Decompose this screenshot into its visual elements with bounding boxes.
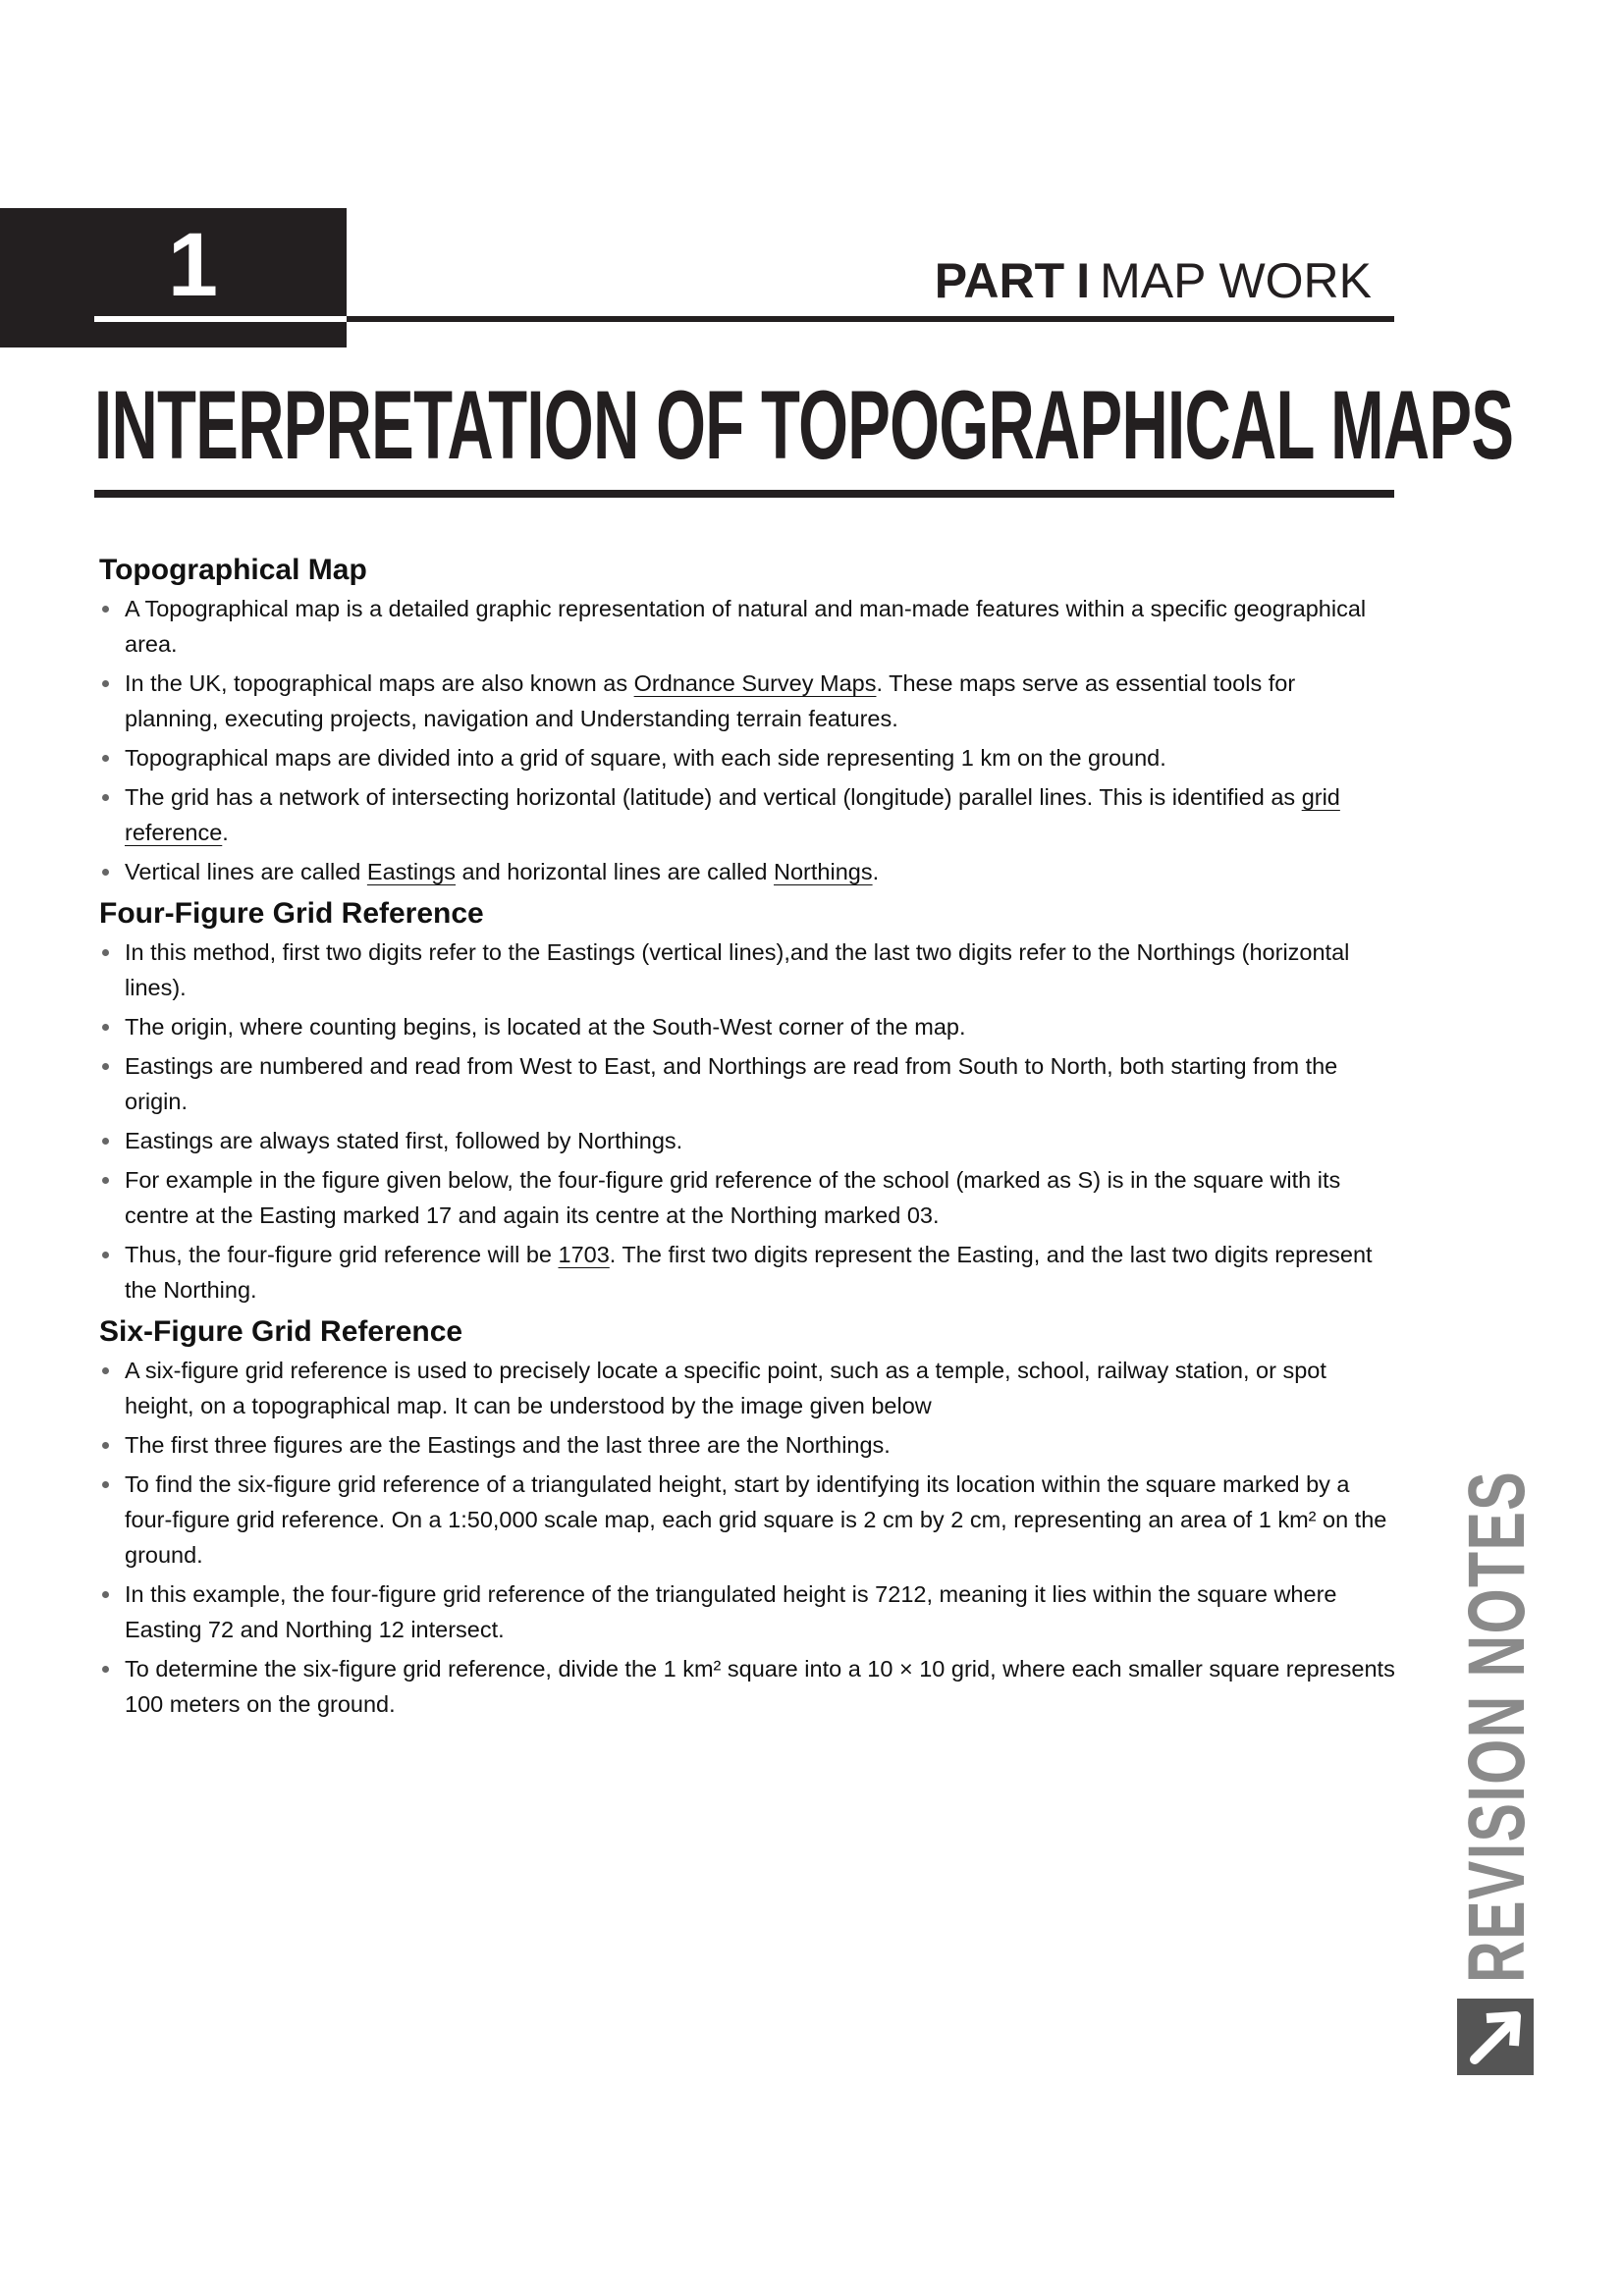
list-item: The grid has a network of intersecting horizontal (latitude) and vertical (longitude) parallel lines. This is identified as grid reference.: [99, 779, 1395, 850]
arrow-up-right-icon: [1457, 1999, 1534, 2075]
notes-content: [99, 550, 1395, 1726]
underlined-term: Eastings: [366, 859, 457, 884]
list-item: The first three figures are the Eastings and the last three are the Northings.: [99, 1427, 1395, 1463]
underlined-term: Northings: [774, 859, 873, 884]
list-item: The origin, where counting begins, is located at the South-West corner of the map.: [99, 1009, 1395, 1044]
bullet-list: [99, 591, 1395, 889]
chapter-title: INTERPRETATION OF TOPOGRAPHICAL MAPS: [94, 370, 1514, 479]
list-item: Thus, the four-figure grid reference will be 1703. The first two digits represent the Easting, and the last two digits represent the Northing.: [99, 1237, 1395, 1308]
part-label-title: MAP WORK: [1100, 253, 1372, 308]
underlined-term: grid reference: [125, 784, 1340, 845]
bullet-list: [99, 934, 1395, 1308]
underlined-term: 1703: [558, 1242, 610, 1267]
chapter-underline: [94, 316, 347, 322]
chapter-number: 1: [167, 215, 219, 315]
bullet-list: [99, 1353, 1395, 1722]
chapter-number-block: [0, 208, 347, 347]
list-item: For example in the figure given below, the four-figure grid reference of the school (marked as S) is in the square with its centre at the Easting marked 17 and again its centre at the Northing marked 03.: [99, 1162, 1395, 1233]
section-heading-four-figure: Four-Figure Grid Reference: [99, 897, 484, 930]
list-item: Eastings are always stated first, followed by Northings.: [99, 1123, 1395, 1158]
list-item: In this method, first two digits refer to the Eastings (vertical lines),and the last two digits refer to the Northings (horizontal lines).: [99, 934, 1395, 1005]
header-rule: [347, 316, 1394, 322]
revision-notes-label: REVISION NOTES: [1452, 1469, 1542, 1983]
section-heading-topographical-map: Topographical Map: [99, 554, 367, 586]
section-heading-six-figure: Six-Figure Grid Reference: [99, 1315, 463, 1348]
list-item: A six-figure grid reference is used to precisely locate a specific point, such as a temple, school, railway station, or spot height, on a topographical map. It can be understood by the image given below: [99, 1353, 1395, 1423]
list-item: Vertical lines are called Eastings and horizontal lines are called Northings.: [99, 854, 1395, 889]
list-item: In the UK, topographical maps are also known as Ordnance Survey Maps. These maps serve as essential tools for planning, executing projects, navigation and Understanding terrain features.: [99, 666, 1395, 736]
part-label-bold: PART: [934, 253, 1065, 308]
underlined-term: Ordnance Survey Maps: [633, 670, 877, 696]
list-item: Eastings are numbered and read from West to East, and Northings are read from South to North, both starting from the origin.: [99, 1048, 1395, 1119]
list-item: In this example, the four-figure grid reference of the triangulated height is 7212, meaning it lies within the square where Easting 72 and Northing 12 intersect.: [99, 1576, 1395, 1647]
list-item: To find the six-figure grid reference of a triangulated height, start by identifying its location within the square marked by a four-figure grid reference. On a 1:50,000 scale map, each grid square is 2 cm by 2 cm, representing an area of 1 km² on the ground.: [99, 1467, 1395, 1573]
title-rule: [94, 490, 1394, 498]
part-label-separator: I: [1076, 253, 1091, 308]
list-item: Topographical maps are divided into a grid of square, with each side representing 1 km on the ground.: [99, 740, 1395, 775]
list-item: To determine the six-figure grid reference, divide the 1 km² square into a 10 × 10 grid, where each smaller square represents 100 meters on the ground.: [99, 1651, 1395, 1722]
part-label: [935, 251, 1372, 310]
list-item: A Topographical map is a detailed graphic representation of natural and man-made features within a specific geographical area.: [99, 591, 1395, 662]
